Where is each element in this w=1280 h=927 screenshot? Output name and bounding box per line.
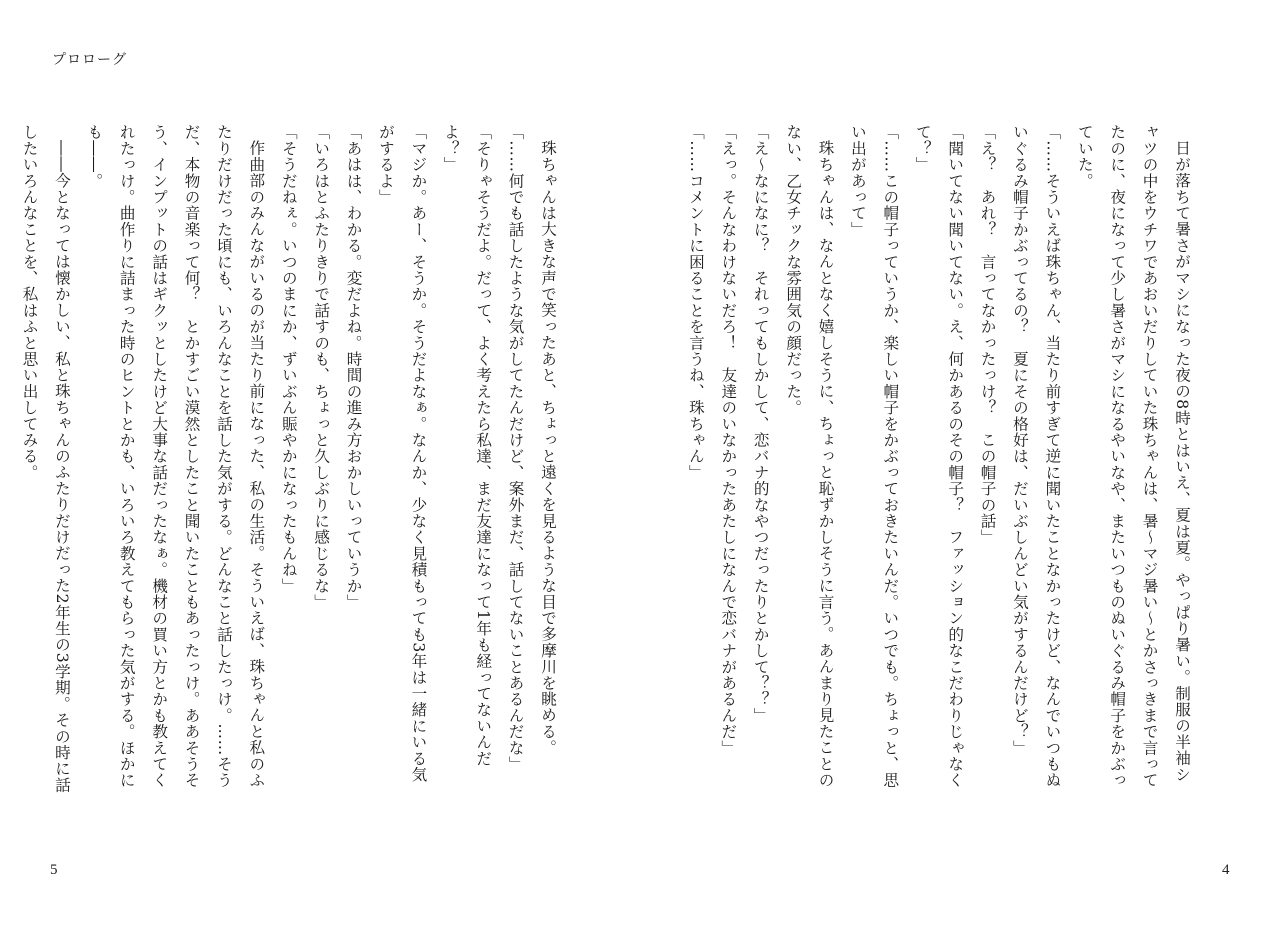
paragraph: 「……コメントに困ることを言うね、珠ちゃん」 [686,124,705,481]
page-5-text [20,124,564,796]
paragraph: 「そりゃそうだよ。だって、よく考えたら私達、まだ友達になって1年も経ってないんだよ？」 [441,124,493,767]
chapter-header: プロローグ [52,52,127,68]
paragraph: 珠ちゃんは大きな声で笑ったあと、ちょっと遠くを見るような目で多摩川を眺める。 [539,139,557,756]
page-number-right: 4 [1222,862,1230,878]
paragraph: 日が落ちて暑さがマシになった夜の8時とはいえ、夏は夏。やっぱり暑い。制服の半袖シャツの中をウチワであおいだりしていた珠ちゃんは、暑〜マジ暑い〜とかさっきまで言ってたのに、夜になって少し暑さがマシになるやいなや、またいつものぬいぐるみ帽子をかぶっていた。 [1075,124,1191,789]
page-number-left: 5 [50,862,58,878]
paragraph: 「マジか。あー、そうか。そうだよなぁ。なんか、少なく見積もっても3年は一緒にいる気がするよ」 [376,124,428,783]
paragraph: 珠ちゃんは、なんとなく嬉しそうに、ちょっと恥ずかしそうに言う。あんまり見たことのない、乙女チックな雰囲気の顔だった。 [784,124,835,788]
paragraph: 「いろはとふたりきりで話すのも、ちょっと久しぶりに感じるな」 [312,124,331,610]
paragraph: 「え？ あれ？ 言ってなかったっけ？ この帽子の話」 [978,124,997,546]
paragraph: 「えっ。そんなわけないだろ！ 友達のいなかったあたしになんで恋バナがあるんだ」 [719,124,738,756]
paragraph: ――今となっては懐かしい、私と珠ちゃんのふたりだけだった2年生の3学期。その時に話したいろんなことを、私はふと思い出してみる。 [20,124,71,793]
paragraph: 「え〜なになに？ それってもしかして、恋バナ的なやつだったりとかして？？」 [751,124,770,724]
paragraph: 「そうだねぇ。いつのまにか、ずいぶん賑やかになったもんね」 [279,124,298,594]
page-4-text [686,124,1198,796]
paragraph: 「……そういえば珠ちゃん、当たり前すぎて逆に聞いたことなかったけど、なんでいつもぬいぐるみ帽子かぶってるの？ 夏にその格好は、だいぶしんどい気がするんだけど？」 [1010,124,1062,789]
paragraph: 「……何でも話したような気がしてたんだけど、案外まだ、話してないことあるんだな」 [506,124,525,772]
paragraph: 「あはは、わかる。変だよね。時間の進み方おかしいっていうか」 [344,124,363,610]
paragraph: 「……この帽子っていうか、楽しい帽子をかぶっておきたいんだ。いつでも。ちょっと、思い出があって」 [848,124,900,789]
paragraph: 「聞いてない聞いてない。え、何かあるのその帽子？ ファッション的なこだわりじゃなくて？」 [913,124,965,789]
paragraph: 作曲部のみんながいるのが当たり前になった、私の生活。そういえば、珠ちゃんと私のふたりだけだった頃にも、いろんなことを話した気がする。どんなこと話したっけ。……そうだ、本物の音楽って何？ とかすごい漠然としたこと聞いたこともあったっけ。ああそうそう、インプットの話はギクッとしたけど大事な話だったなぁ。機材の買い方とかも教えてくれたっけ。曲作りに詰まった時のヒントとかも、いろいろ教えてもらった気がする。ほかにも――。 [85,124,266,789]
